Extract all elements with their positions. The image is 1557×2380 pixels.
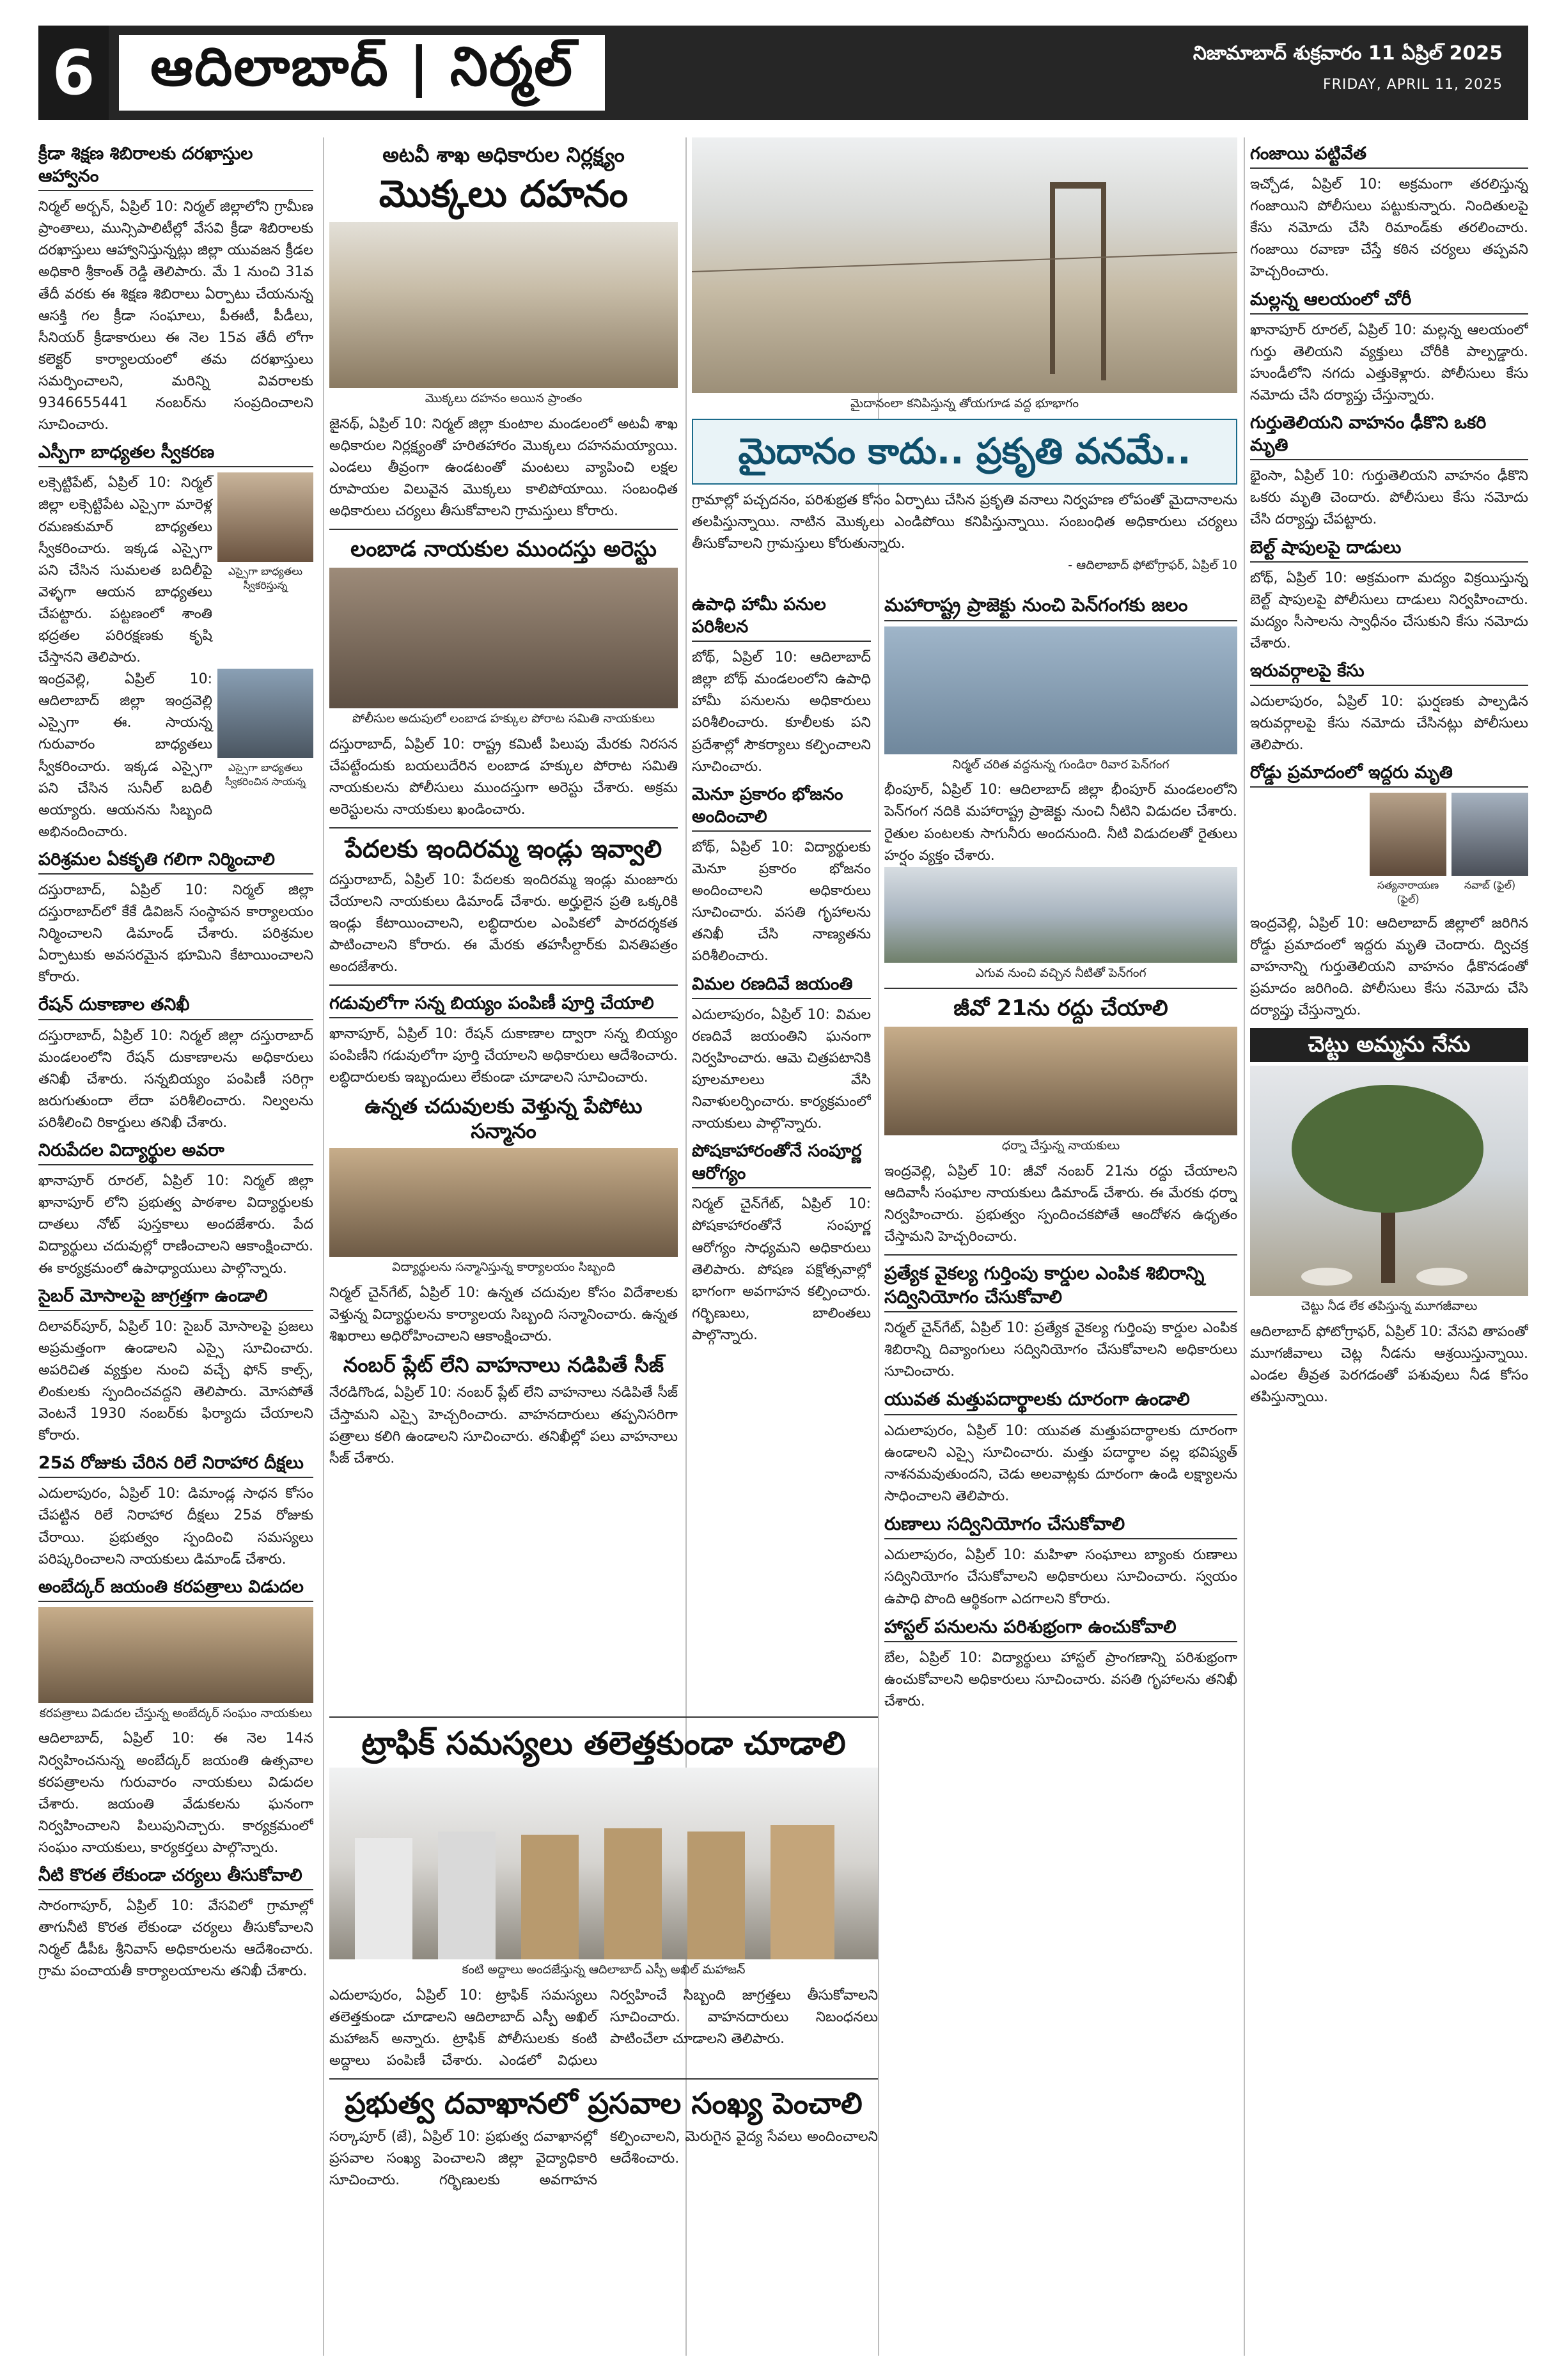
headline: పోషకాహారంతోనే సంపూర్ణ ఆరోగ్యం [692, 1140, 871, 1188]
headline: విమల రణదివే జయంతి [692, 973, 871, 999]
article [1250, 288, 1528, 407]
photo-caption: కంటి అద్దాలు అందజేస్తున్న ఆదిలాబాద్ ఎస్పీ అఖిల్ మహాజన్ [462, 1963, 746, 1977]
headline: నీటి కొరత లేకుండా చర్యలు తీసుకోవాలి [38, 1864, 313, 1890]
article [38, 1285, 313, 1447]
headline: పరిశ్రమల ఏకకృతి గలిగా నిర్మించాలి [38, 848, 313, 875]
photo-caption: విద్యార్థులను సన్మానిస్తున్న కార్యాలయం సిబ్బంది [391, 1260, 616, 1275]
divider [329, 2078, 878, 2080]
column-1 [38, 137, 313, 2356]
column-3 [692, 588, 871, 1700]
headline: ప్రత్యేక వైకల్య గుర్తింపు కార్డుల ఎంపిక శిబిరాన్ని సద్వినియోగం చేసుకోవాలి [884, 1262, 1237, 1312]
fence-illustration [692, 137, 1237, 393]
headline: రుణాలు సద్వినియోగం చేసుకోవాలి [884, 1513, 1237, 1539]
photo-caption: ఎస్సైగా బాధ్యతలు స్వీకరించిన సాయన్న [225, 761, 306, 788]
article [329, 992, 678, 1089]
article-body: దస్తురాబాద్, ఏప్రిల్ 10: పేదలకు ఇందిరమ్మ ఇండ్లు మంజూరు చేయాలని నాయకులు డిమాండ్ చేశారు. అర్హులైన ప్రతి ఒక్కరికి ఇండ్లు కేటాయించాలని, లబ్ధిదారుల ఎంపికలో పారదర్శకత పాటించాలని కోరారు. ఈ మేరకు తహసీల్దార్‌కు వినతిపత్రం అందజేశారు. [329, 871, 678, 975]
headline: యువత మత్తుపదార్థాలకు దూరంగా ఉండాలి [884, 1388, 1237, 1415]
photo-caption: నవాబ్ (ఫైల్) [1464, 879, 1516, 892]
headline: గుర్తుతెలియని వాహనం ఢీకొని ఒకరి మృతి [1250, 412, 1528, 460]
headline: అంబేద్కర్ జయంతి కరపత్రాలు విడుదల [38, 1576, 313, 1602]
headline: బెల్ట్ షాపులపై దాడులు [1250, 536, 1528, 563]
article-body: ఇచ్చోడ, ఏప్రిల్ 10: అక్రమంగా తరలిస్తున్న గంజాయిని పోలీసులు పట్టుకున్నారు. నిందితులపై కేసు నమోదు చేసి రిమాండ్‌కు తరలించారు. గంజాయి రవాణా చేస్తే కఠిన చర్యలు తప్పవని హెచ్చరించారు. [1250, 176, 1528, 280]
photo-caption: కరపత్రాలు విడుదల చేస్తున్న అంబేద్కర్ సంఘం నాయకులు [39, 1706, 313, 1720]
headline: ప్రభుత్వ దవాఖానలో ప్రసవాల సంఖ్య పెంచాలి [345, 2086, 863, 2121]
article [329, 143, 678, 522]
article [692, 593, 871, 778]
photo-credit: - ఆదిలాబాద్ ఫోటోగ్రాఫర్, ఏప్రిల్ 10 [1068, 558, 1237, 573]
article [38, 848, 313, 989]
article-body: బోథ్, ఏప్రిల్ 10: అక్రమంగా మద్యం విక్రయిస్తున్న బెల్ట్ షాపులపై పోలీసులు దాడులు నిర్వహించారు. మద్యం సీసాలను స్వాధీనం చేసుకుని కేసు నమోదు చేశారు. [1250, 570, 1528, 651]
section-banner [1250, 1028, 1528, 1062]
article [1250, 660, 1528, 756]
photo [1250, 1066, 1528, 1296]
headline: మెనూ ప్రకారం భోజనం అందించాలి [692, 783, 871, 832]
divider [329, 529, 678, 530]
article [1250, 536, 1528, 655]
photo-caption: ఎస్సైగా బాధ్యతలు స్వీకరిస్తున్న [228, 565, 303, 591]
kicker: అటవీ శాఖ అధికారుల నిర్లక్ష్యం [382, 143, 625, 167]
column-4 [884, 588, 1237, 2356]
photo [217, 669, 313, 758]
article-body: దస్తురాబాద్, ఏప్రిల్ 10: నిర్మల్ జిల్లా దస్తురాబాద్ మండలంలోని రేషన్ దుకాణాలను అధికారులు తనిఖీ చేశారు. సన్నబియ్యం పంపిణీ సరిగ్గా జరుగుతుందా లేదా పరిశీలించారు. నిల్వలను పరిశీలించి రికార్డులు తనిఖీ చేశారు. [38, 1027, 313, 1131]
photo [329, 1148, 678, 1257]
article [38, 1139, 313, 1280]
divider [329, 984, 678, 986]
nature-park-feature [692, 137, 1237, 579]
headline: ఉపాధి హామీ పనుల పరిశీలన [692, 593, 871, 642]
article-body: ఎదులాపురం, ఏప్రిల్ 10: డిమాండ్ల సాధన కోసం చేపట్టిన రిలే నిరాహార దీక్షలు 25వ రోజుకు చేరాయి. ప్రభుత్వం స్పందించి సమస్యలు పరిష్కరించాలని నాయకులు డిమాండ్ చేశారు. [38, 1486, 313, 1567]
article [1250, 143, 1528, 283]
divider [884, 988, 1237, 989]
photo [329, 222, 678, 388]
article-body: ఎదులాపురం, ఏప్రిల్ 10: విమల రణదివే జయంతిని ఘనంగా నిర్వహించారు. ఆమె చిత్రపటానికి పూలమాలలు వేసి నివాళులర్పించారు. కార్యక్రమంలో నాయకులు పాల్గొన్నారు. [692, 1006, 871, 1132]
article [692, 783, 871, 968]
photo-caption: నిర్మల్ చరిత వద్దనున్న గుండిరా రివార పెన్‌గంగ [952, 757, 1170, 772]
feature-banner [692, 419, 1237, 485]
article-body: సారంగాపూర్, ఏప్రిల్ 10: వేసవిలో గ్రామాల్లో తాగునీటి కొరత లేకుండా చర్యలు తీసుకోవాలని నిర్మల్ డీపీఓ శ్రీనివాస్ అధికారులను ఆదేశించారు. గ్రామ పంచాయతీ కార్యాలయాలను తనిఖీ చేశారు. [38, 1898, 313, 1980]
article [38, 1452, 313, 1570]
headline: నిరుపేదల విద్యార్థుల అవరా [38, 1139, 313, 1165]
article-body: ఖానాపూర్ రూరల్, ఏప్రిల్ 10: మల్లన్న ఆలయంలో గుర్తు తెలియని వ్యక్తులు చోరీకి పాల్పడ్డారు. హుండీలోని నగదు ఎత్తుకెళ్లారు. పోలీసులు కేసు నమోదు చేసి దర్యాప్తు చేస్తున్నారు. [1250, 322, 1528, 403]
article-body: గ్రామాల్లో పచ్చదనం, పరిశుభ్రత కోసం ఏర్పాటు చేసిన ప్రకృతి వనాలు నిర్వహణ లోపంతో మైదానాలను తలపిస్తున్నాయి. నాటిన మొక్కలు ఎండిపోయి కనిపిస్తున్నాయి. సంబంధిత అధికారులు చర్యలు తీసుకోవాలని గ్రామస్తులు కోరుతున్నారు. [692, 492, 1237, 552]
article-body: ఎదులాపురం, ఏప్రిల్ 10: మహిళా సంఘాలు బ్యాంకు రుణాలు సద్వినియోగం చేసుకోవాలని అధికారులు సూచించారు. స్వయం ఉపాధి పొంది ఆర్థికంగా ఎదగాలని కోరారు. [884, 1547, 1237, 1607]
article [884, 1513, 1237, 1610]
article [692, 1140, 871, 1346]
article [329, 835, 678, 978]
headline: 25వ రోజుకు చేరిన రిలే నిరాహార దీక్షలు [38, 1452, 313, 1478]
photo [884, 867, 1237, 963]
article [1250, 761, 1528, 1022]
article-body: ఇంద్రవెల్లి, ఏప్రిల్ 10: ఆదిలాబాద్ జిల్లాలో జరిగిన రోడ్డు ప్రమాదంలో ఇద్దరు మృతి చెందారు. ద్విచక్ర వాహనాన్ని గుర్తుతెలియని వాహనం ఢీకొనడంతో ప్రమాదం జరిగింది. పోలీసులు కేసు నమోదు చేసి దర్యాప్తు చేస్తున్నారు. [1250, 915, 1528, 1018]
headline: ఎస్పీగా బాధ్యతల స్వీకరణ [38, 441, 313, 467]
page-number: 6 [38, 26, 109, 120]
article-body: బేల, ఏప్రిల్ 10: విద్యార్థులు హాస్టల్ ప్రాంగణాన్ని పరిశుభ్రంగా ఉంచుకోవాలని అధికారులు సూచించారు. వసతి గృహాలను తనిఖీ చేశారు. [884, 1650, 1237, 1710]
headline: రేషన్ దుకాణాల తనిఖీ [38, 993, 313, 1020]
article-body: ఎదులాపురం, ఏప్రిల్ 10: ఘర్షణకు పాల్పడిన ఇరువర్గాలపై కేసు నమోదు చేసినట్లు పోలీసులు తెలిపారు. [1250, 694, 1528, 754]
article [38, 143, 313, 436]
article-body: నేరడిగొండ, ఏప్రిల్ 10: నంబర్ ప్లేట్ లేని వాహనాలు నడిపితే సీజ్ చేస్తామని ఎస్సై హెచ్చరించారు. వాహనదారులు తప్పనిసరిగా పత్రాలు కలిగి ఉండాలని సూచించారు. తనిఖీల్లో పలు వాహనాలు సీజ్ చేశారు. [329, 1385, 678, 1466]
edition-date [1193, 42, 1503, 93]
photo [329, 1768, 878, 1959]
photo-caption: సత్యనారాయణ (ఫైల్) [1377, 879, 1439, 906]
headline: ట్రాఫిక్ సమస్యలు తలెత్తకుండా చూడాలి [361, 1725, 846, 1762]
headline: సైబర్ మోసాలపై జాగ్రత్తగా ఉండాలి [38, 1285, 313, 1311]
headline: మొక్కలు దహనం [379, 172, 629, 216]
column-2 [329, 137, 678, 1700]
article [329, 536, 678, 821]
headline: మహారాష్ట్ర ప్రాజెక్టు నుంచి పెన్‌గంగకు జలం [884, 593, 1237, 621]
article-body: బోథ్, ఏప్రిల్ 10: ఆదిలాబాద్ జిల్లా బోథ్ మండలంలోని ఉపాధి హామీ పనులను అధికారులు పరిశీలించారు. కూలీలకు పని ప్రదేశాల్లో సౌకర్యాలు కల్పించాలని సూచించారు. [692, 649, 871, 775]
photo-caption: ఎగువ నుంచి వచ్చిన నీటితో పెన్‌గంగ [975, 965, 1146, 980]
article [692, 973, 871, 1135]
article-body: భైంసా, ఏప్రిల్ 10: గుర్తుతెలియని వాహనం ఢీకొని ఒకరు మృతి చెందారు. పోలీసులు కేసు నమోదు చేసి దర్యాప్తు చేపట్టారు. [1250, 468, 1528, 528]
headline: రోడ్డు ప్రమాదంలో ఇద్దరు మృతి [1250, 761, 1528, 788]
photo [692, 137, 1237, 393]
article [884, 1262, 1237, 1383]
headline: గంజాయి పట్టివేత [1250, 143, 1528, 169]
article-body: భీంపూర్, ఏప్రిల్ 10: ఆదిలాబాద్ జిల్లా భీంపూర్ మండలంలోని పెన్‌గంగ నదికి మహారాష్ట్ర ప్రాజెక్టు నుంచి నీటిని విడుదల చేశారు. రైతుల పంటలకు సాగునీరు అందనుంది. నీటి విడుదలతో రైతులు హర్షం వ్యక్తం చేశారు. [884, 782, 1237, 864]
article-body: ఇంద్రవెల్లి, ఏప్రిల్ 10: ఆదిలాబాద్ జిల్లా ఇంద్రవెల్లి ఎస్సైగా ఈ. సాయన్న గురువారం బాధ్యతలు స్వీకరించారు. ఇక్కడ ఎస్సైగా పని చేసిన సునీల్ బదిలీ అయ్యారు. ఆయనను సిబ్బంది అభినందించారు. [38, 671, 212, 840]
photo [884, 626, 1237, 754]
article [329, 1353, 678, 1470]
tree-illustration [1250, 1066, 1528, 1296]
edition-title: ఆదిలాబాద్ | నిర్మల్ [119, 35, 605, 111]
article-body: ఇంద్రవెల్లి, ఏప్రిల్ 10: జీవో నంబర్ 21ను రద్దు చేయాలని ఆదివాసీ సంఘాల నాయకులు డిమాండ్ చేశారు. ఈ మేరకు ధర్నా నిర్వహించారు. ప్రభుత్వం స్పందించకపోతే ఆందోళన ఉధృతం చేస్తామని హెచ్చరించారు. [884, 1163, 1237, 1245]
masthead [38, 26, 1528, 120]
headline: మల్లన్న ఆలయంలో చోరీ [1250, 288, 1528, 315]
article-body: దస్తురాబాద్, ఏప్రిల్ 10: నిర్మల్ జిల్లా దస్తురాబాద్‌లో కేకే డివిజన్ సంస్థాపన కార్యాలయం నిర్మించాలని డిమాండ్ చేశారు. పరిశ్రమల ఏర్పాటుకు అవసరమైన భూమిని కేటాయించాలని కోరారు. [38, 882, 313, 986]
photo [38, 1607, 313, 1703]
headline: పేదలకు ఇందిరమ్మ ఇండ్లు ఇవ్వాలి [345, 834, 662, 863]
photo-caption: ధర్నా చేస్తున్న నాయకులు [1001, 1139, 1120, 1153]
article-body: సర్కాపూర్ (జే), ఏప్రిల్ 10: ప్రభుత్వ దవాఖానల్లో ప్రసవాల సంఖ్య పెంచాలని జిల్లా వైద్యాధికారి సూచించారు. గర్భిణులకు అవగాహన కల్పించాలని, మెరుగైన వైద్య సేవలు అందించాలని ఆదేశించారు. [329, 2129, 878, 2189]
column-rule [323, 137, 324, 2356]
article-body: నిర్మల్ చైన్‌గేట్, ఏప్రిల్ 10: ఉన్నత చదువుల కోసం విదేశాలకు వెళ్తున్న విద్యార్థులను కార్యాలయ సిబ్బంది సన్మానించారు. ఉన్నత శిఖరాలు అధిరోహించాలని ఆకాంక్షించారు. [329, 1284, 678, 1344]
article [329, 1094, 678, 1348]
photo [217, 472, 313, 562]
article-body: ఎదులాపురం, ఏప్రిల్ 10: యువత మత్తుపదార్థాలకు దూరంగా ఉండాలని ఎస్సై సూచించారు. మత్తు పదార్థాల వల్ల భవిష్యత్ నాశనమవుతుందని, చెడు అలవాట్లకు దూరంగా ఉండి లక్ష్యాలను సాధించాలని తెలిపారు. [884, 1422, 1237, 1504]
photo-caption: మైదానంలా కనిపిస్తున్న తోయగూడ వద్ద భూభాగం [850, 396, 1079, 410]
headline: మైదానం కాదు.. ప్రకృతి వనమే.. [738, 430, 1191, 472]
headline: నంబర్ ప్లేట్ లేని వాహనాలు నడిపితే సీజ్ [343, 1353, 664, 1378]
headline: గడువులోగా సన్న బియ్యం పంపిణీ పూర్తి చేయాలి [329, 992, 678, 1018]
article-body: దిలావర్‌పూర్, ఏప్రిల్ 10: సైబర్ మోసాలపై ప్రజలు అప్రమత్తంగా ఉండాలని ఎస్సై సూచించారు. అపరిచిత వ్యక్తుల నుంచి వచ్చే ఫోన్ కాల్స్, లింకులకు స్పందించవద్దని తెలిపారు. మోసపోతే వెంటనే 1930 నంబర్‌కు ఫిర్యాదు చేయాలని కోరారు. [38, 1318, 313, 1444]
article [884, 995, 1237, 1248]
headline: క్రీడా శిక్షణ శిబిరాలకు దరఖాస్తుల ఆహ్వానం [38, 143, 313, 191]
date-english: FRIDAY, APRIL 11, 2025 [1322, 77, 1503, 93]
article-body: ఆదిలాబాద్, ఏప్రిల్ 10: ఈ నెల 14న నిర్వహించనున్న అంబేద్కర్ జయంతి ఉత్సవాల కరపత్రాలను గురువారం నాయకులు విడుదల చేశారు. జయంతి వేడుకలను ఘనంగా నిర్వహించాలని పిలుపునిచ్చారు. కార్యక్రమంలో సంఘం నాయకులు, కార్యకర్తలు పాల్గొన్నారు. [38, 1731, 313, 1856]
photo-caption: మొక్కలు దహనం అయిన ప్రాంతం [425, 391, 583, 405]
headline: హాస్టల్ పనులను పరిశుభ్రంగా ఉంచుకోవాలి [884, 1615, 1237, 1642]
article [38, 993, 313, 1134]
article-body: నిర్మల్ అర్బన్, ఏప్రిల్ 10: నిర్మల్ జిల్లాలోని గ్రామీణ ప్రాంతాలు, మున్సిపాలిటీల్లో వేసవి క్రీడా శిబిరాలకు దరఖాస్తులు ఆహ్వానిస్తున్నట్లు జిల్లా యువజన క్రీడల అధికారి శ్రీకాంత్ రెడ్డి తెలిపారు. మే 1 నుంచి 31వ తేదీ వరకు ఈ శిక్షణ శిబిరాలు ఏర్పాటు చేయనున్న ఆసక్తి గల క్రీడా సంఘాలు, పీఈటీ, పీడీలు, సీనియర్ క్రీడాకారులు ఈ నెల 15వ తేదీ లోగా కలెక్టర్ కార్యాలయంలో తమ దరఖాస్తులు సమర్పించాలని, మరిన్ని వివరాలకు 9346655441 నంబర్‌ను సంప్రదించాలని సూచించారు. [38, 199, 313, 433]
photo [1451, 793, 1528, 876]
article-body: జైనథ్, ఏప్రిల్ 10: నిర్మల్ జిల్లా కుంటాల మండలంలో అటవీ శాఖ అధికారుల నిర్లక్ష్యంతో హరితహారం మొక్కలు దహనమయ్యాయి. ఎండలు తీవ్రంగా ఉండటంతో మంటలు వ్యాపించి లక్షల రూపాయల విలువైన మొక్కలు కాలిపోయాయి. సంబంధిత అధికారులు చర్యలు తీసుకోవాలని గ్రామస్తులు కోరారు. [329, 416, 678, 519]
article [38, 441, 313, 843]
article-body: నిర్మల్ చైన్‌గేట్, ఏప్రిల్ 10: పోషకాహారంతోనే సంపూర్ణ ఆరోగ్యం సాధ్యమని అధికారులు తెలిపారు. పోషణ పక్షోత్సవాల్లో భాగంగా అవగాహన కల్పించారు. గర్భిణులు, బాలింతలు పాల్గొన్నారు. [692, 1196, 871, 1343]
article [1250, 1028, 1528, 1408]
photo-caption: పోలీసుల అదుపులో లంబాడ హక్కుల పోరాట సమితి నాయకులు [352, 711, 655, 726]
article-body: నిర్మల్ చైన్‌గేట్, ఏప్రిల్ 10: ప్రత్యేక వైకల్య గుర్తింపు కార్డుల ఎంపిక శిబిరాన్ని దివ్యాంగులు సద్వినియోగం చేసుకోవాలని అధికారులు సూచించారు. [884, 1319, 1237, 1380]
article-body: లక్సెట్టిపేట్, ఏప్రిల్ 10: నిర్మల్ జిల్లా లక్సెట్టిపేట ఎస్సైగా మారెళ్ల రమణకుమార్ బాధ్యతలు స్వీకరించారు. ఇక్కడ ఎస్సైగా పని చేసిన సుమలత బదిలీపై వెళ్ళగా ఆయన బాధ్యతలు చేపట్టారు. పట్టణంలో శాంతి భద్రతల పరిరక్షణకు కృషి చేస్తానని తెలిపారు. [38, 475, 212, 666]
photo [329, 568, 678, 708]
article-body: దస్తురాబాద్, ఏప్రిల్ 10: రాష్ట్ర కమిటీ పిలుపు మేరకు నిరసన చేపట్టేందుకు బయలుదేరిన లంబాడ హక్కుల పోరాట సమితి నాయకులను పోలీసులు ముందస్తుగా అరెస్టు చేశారు. అక్రమ అరెస్టులను నాయకులు ఖండించారు. [329, 736, 678, 818]
article-body: ఖానాపూర్ రూరల్, ఏప్రిల్ 10: నిర్మల్ జిల్లా ఖానాపూర్ లోని ప్రభుత్వ పాఠశాల విద్యార్థులకు దాతలు నోట్ పుస్తకాలు అందజేశారు. పేద విద్యార్థులు చదువుల్లో రాణించాలని ఆకాంక్షించారు. ఈ కార్యక్రమంలో ఉపాధ్యాయులు పాల్గొన్నారు. [38, 1173, 313, 1277]
article [38, 1576, 313, 1859]
photo [1370, 793, 1446, 876]
article [884, 1388, 1237, 1507]
photo [884, 1027, 1237, 1135]
photo-caption: చెట్టు నీడ లేక తపిస్తున్న మూగజీవాలు [1301, 1298, 1478, 1313]
divider [329, 1716, 878, 1718]
article-body: ఖానాపూర్, ఏప్రిల్ 10: రేషన్ దుకాణాల ద్వారా సన్న బియ్యం పంపిణీని గడువులోగా పూర్తి చేయాలని అధికారులు ఆదేశించారు. లబ్ధిదారులకు ఇబ్బందులు లేకుండా చూడాలని సూచించారు. [329, 1026, 678, 1086]
date-telugu: నిజామాబాద్ శుక్రవారం 11 ఏప్రిల్ 2025 [1193, 42, 1503, 65]
article-body: బోథ్, ఏప్రిల్ 10: విద్యార్థులకు మెనూ ప్రకారం భోజనం అందించాలని అధికారులు సూచించారు. వసతి గృహాలను తనిఖీ చేసి నాణ్యతను పరిశీలించారు. [692, 839, 871, 965]
article-body: ఆదిలాబాద్ ఫోటోగ్రాఫర్, ఏప్రిల్ 10: వేసవి తాపంతో మూగజీవాలు చెట్ల నీడను ఆశ్రయిస్తున్నాయి. ఎండల తీవ్రత పెరగడంతో పశువులు నీడ కోసం తపిస్తున్నాయి. [1250, 1323, 1528, 1405]
article [1250, 412, 1528, 531]
article [38, 1864, 313, 1982]
traffic-feature [329, 1710, 878, 2356]
headline: జీవో 21ను రద్దు చేయాలి [953, 995, 1168, 1022]
article-body: ఎదులాపురం, ఏప్రిల్ 10: ట్రాఫిక్ సమస్యలు తలెత్తకుండా చూడాలని ఆదిలాబాద్ ఎస్పీ అఖిల్ మహాజన్ అన్నారు. ట్రాఫిక్ పోలీసులకు కంటి అద్దాలు పంపిణీ చేశారు. ఎండలో విధులు నిర్వహించే సిబ్బంది జాగ్రత్తలు తీసుకోవాలని సూచించారు. వాహనదారులు నిబంధనలు పాటించేలా చూడాలని తెలిపారు. [329, 1987, 878, 2069]
column-rule [1244, 137, 1245, 2356]
article [884, 1615, 1237, 1713]
column-5 [1250, 137, 1528, 2356]
article [884, 593, 1237, 981]
headline: ఉన్నత చదువులకు వెళ్తున్న పేపోటు సన్మానం [364, 1094, 643, 1143]
divider [884, 1254, 1237, 1256]
headline: లంబాడ నాయకుల ముందస్తు అరెస్టు [350, 536, 657, 563]
divider [329, 827, 678, 828]
headline: చెట్టు అమ్మను నేను [1308, 1032, 1471, 1058]
headline: ఇరువర్గాలపై కేసు [1250, 660, 1528, 686]
officers-illustration [329, 1768, 878, 1959]
